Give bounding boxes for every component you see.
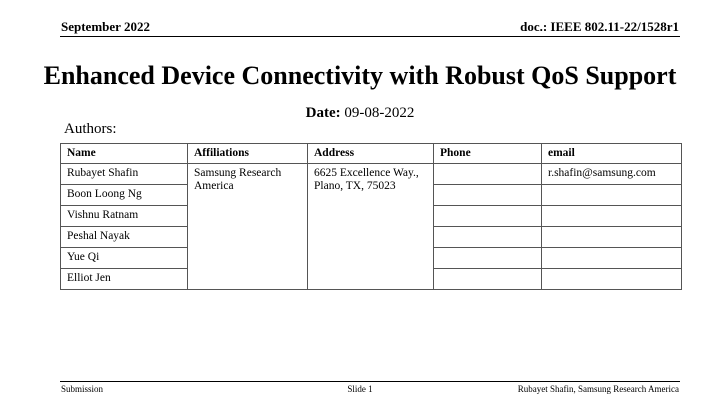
author-name: Peshal Nayak bbox=[61, 227, 188, 248]
column-header-email: email bbox=[542, 144, 682, 164]
column-header-address: Address bbox=[308, 144, 434, 164]
header-date: September 2022 bbox=[61, 19, 150, 34]
author-name: Yue Qi bbox=[61, 248, 188, 269]
author-email: r.shafin@samsung.com bbox=[542, 164, 682, 185]
author-email bbox=[542, 227, 682, 248]
author-email bbox=[542, 206, 682, 227]
slide-title: Enhanced Device Connectivity with Robust QoS Support bbox=[43, 61, 677, 90]
footer-submission: Submission bbox=[61, 384, 104, 394]
author-phone bbox=[434, 206, 542, 227]
author-email bbox=[542, 269, 682, 290]
table-header-row bbox=[61, 144, 682, 164]
column-header-phone: Phone bbox=[434, 144, 542, 164]
authors-label: Authors: bbox=[64, 121, 117, 137]
author-email bbox=[542, 248, 682, 269]
author-phone bbox=[434, 185, 542, 206]
date-value: 09-08-2022 bbox=[344, 105, 415, 121]
author-phone bbox=[434, 227, 542, 248]
author-name: Rubayet Shafin bbox=[61, 164, 188, 185]
footer-divider bbox=[60, 381, 680, 382]
table-row bbox=[61, 164, 682, 185]
author-phone bbox=[434, 248, 542, 269]
header-doc-number: doc.: IEEE 802.11-22/1528r1 bbox=[520, 19, 679, 34]
authors-table bbox=[60, 143, 682, 290]
author-phone bbox=[434, 269, 542, 290]
column-header-affiliations: Affiliations bbox=[188, 144, 308, 164]
header-divider bbox=[60, 36, 680, 37]
date-line bbox=[0, 105, 720, 122]
footer-slide-number: Slide 1 bbox=[347, 384, 373, 394]
author-phone bbox=[434, 164, 542, 185]
footer-author: Rubayet Shafin, Samsung Research America bbox=[517, 384, 679, 394]
column-header-name: Name bbox=[61, 144, 188, 164]
date-label: Date: bbox=[305, 105, 341, 121]
author-email bbox=[542, 185, 682, 206]
author-address: 6625 Excellence Way., Plano, TX, 75023 bbox=[308, 164, 434, 290]
author-name: Vishnu Ratnam bbox=[61, 206, 188, 227]
author-affiliation: Samsung Research America bbox=[188, 164, 308, 290]
author-name: Boon Loong Ng bbox=[61, 185, 188, 206]
author-name: Elliot Jen bbox=[61, 269, 188, 290]
